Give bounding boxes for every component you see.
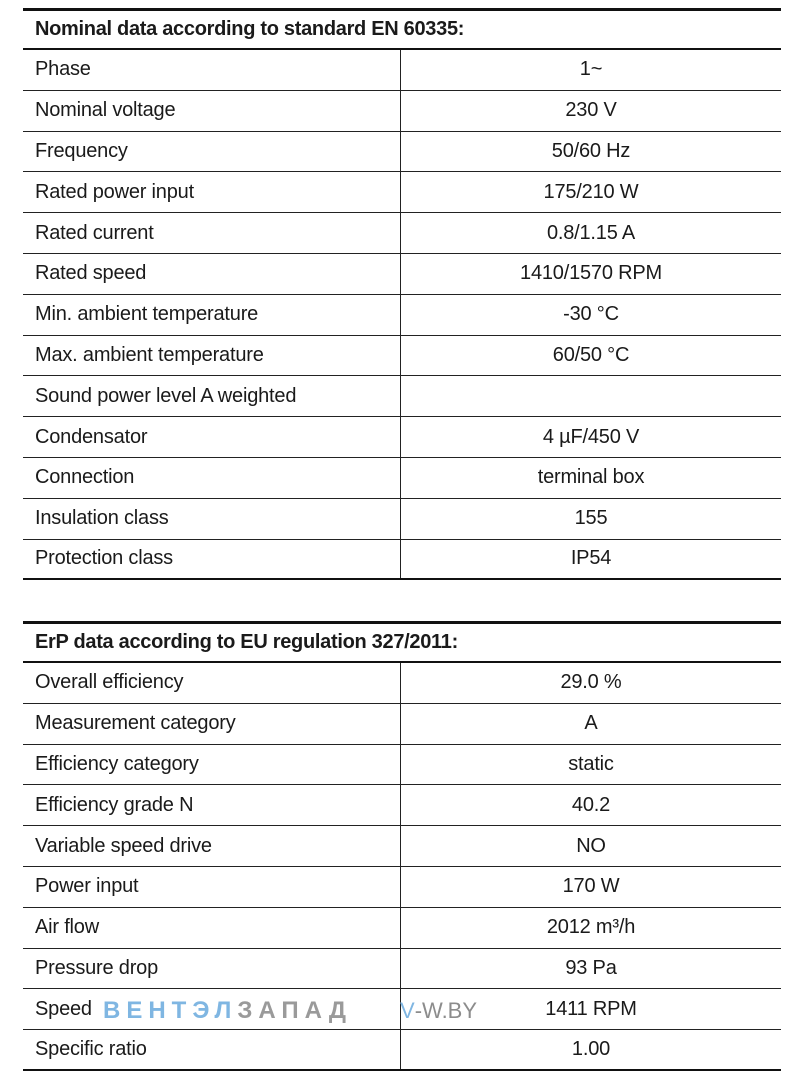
table-row — [23, 499, 781, 540]
row-label: Rated current — [23, 213, 401, 253]
row-label: Condensator — [23, 417, 401, 457]
row-value: 0.8/1.15 A — [546, 221, 636, 244]
table-row — [23, 336, 781, 377]
table-row — [23, 172, 781, 213]
row-value: -30 °C — [563, 303, 619, 326]
row-label: Protection class — [23, 540, 401, 579]
row-label: Overall efficiency — [23, 663, 401, 703]
table-row — [23, 704, 781, 745]
row-value: 1410/1570 RPM — [520, 262, 662, 285]
row-value: NO — [576, 834, 606, 857]
table-row — [23, 376, 781, 417]
row-label: Frequency — [23, 132, 401, 172]
table-row — [23, 458, 781, 499]
table-row — [23, 132, 781, 173]
row-label: Power input — [23, 867, 401, 907]
table-row — [23, 417, 781, 458]
table-row — [23, 295, 781, 336]
row-value: 1411 RPM — [545, 997, 637, 1020]
row-value: 4 µF/450 V — [542, 425, 640, 448]
table-row — [23, 908, 781, 949]
table-row — [23, 989, 781, 1030]
table-row — [23, 1030, 781, 1071]
erp-data-table — [23, 621, 781, 1071]
row-label: Measurement category — [23, 704, 401, 744]
row-label: Efficiency category — [23, 745, 401, 785]
row-label: Rated power input — [23, 172, 401, 212]
row-value: A — [584, 712, 598, 735]
row-label: Nominal voltage — [23, 91, 401, 131]
row-value: 2012 m³/h — [546, 916, 636, 939]
nominal-data-table — [23, 8, 781, 580]
row-value: 40.2 — [571, 793, 611, 816]
row-value: static — [568, 752, 614, 775]
row-label: Connection — [23, 458, 401, 498]
table-row — [23, 254, 781, 295]
erp-data-title: ErP data according to EU regulation 327/2011: — [23, 621, 781, 663]
row-value: terminal box — [537, 466, 645, 489]
row-label: Air flow — [23, 908, 401, 948]
row-label: Insulation class — [23, 499, 401, 539]
watermark-site-part1: V — [400, 998, 415, 1023]
watermark-brand-part2: ЗАПАД — [237, 997, 352, 1024]
row-value: 1.00 — [571, 1038, 611, 1061]
row-value: 175/210 W — [543, 180, 639, 203]
row-value: 230 V — [565, 99, 617, 122]
table-row — [23, 50, 781, 91]
row-value — [401, 376, 781, 416]
row-label: Min. ambient temperature — [23, 295, 401, 335]
table-row — [23, 213, 781, 254]
row-value: 155 — [574, 507, 608, 530]
row-label: Rated speed — [23, 254, 401, 294]
row-label: Phase — [23, 50, 401, 90]
row-label: Sound power level A weighted — [23, 376, 401, 416]
table-row — [23, 663, 781, 704]
row-value: 60/50 °C — [552, 343, 630, 366]
table-row — [23, 540, 781, 581]
row-label: Pressure drop — [23, 949, 401, 989]
row-value: 29.0 % — [560, 671, 622, 694]
table-row — [23, 785, 781, 826]
row-label: Speed — [23, 989, 401, 1029]
nominal-data-title: Nominal data according to standard EN 60335: — [23, 8, 781, 50]
row-label: Max. ambient temperature — [23, 336, 401, 376]
table-row — [23, 91, 781, 132]
table-row — [23, 826, 781, 867]
row-label: Efficiency grade N — [23, 785, 401, 825]
row-label: Specific ratio — [23, 1030, 401, 1069]
table-row — [23, 867, 781, 908]
row-value: 170 W — [562, 875, 620, 898]
row-value: 1~ — [579, 58, 603, 81]
row-value: 93 Pa — [565, 956, 617, 979]
row-value: 50/60 Hz — [551, 139, 631, 162]
watermark-brand-part1: ВЕНТЭЛ — [103, 997, 238, 1024]
watermark-site-part2: -W.BY — [414, 998, 478, 1023]
row-value: IP54 — [570, 547, 612, 570]
table-row — [23, 949, 781, 990]
table-row — [23, 745, 781, 786]
row-label: Variable speed drive — [23, 826, 401, 866]
